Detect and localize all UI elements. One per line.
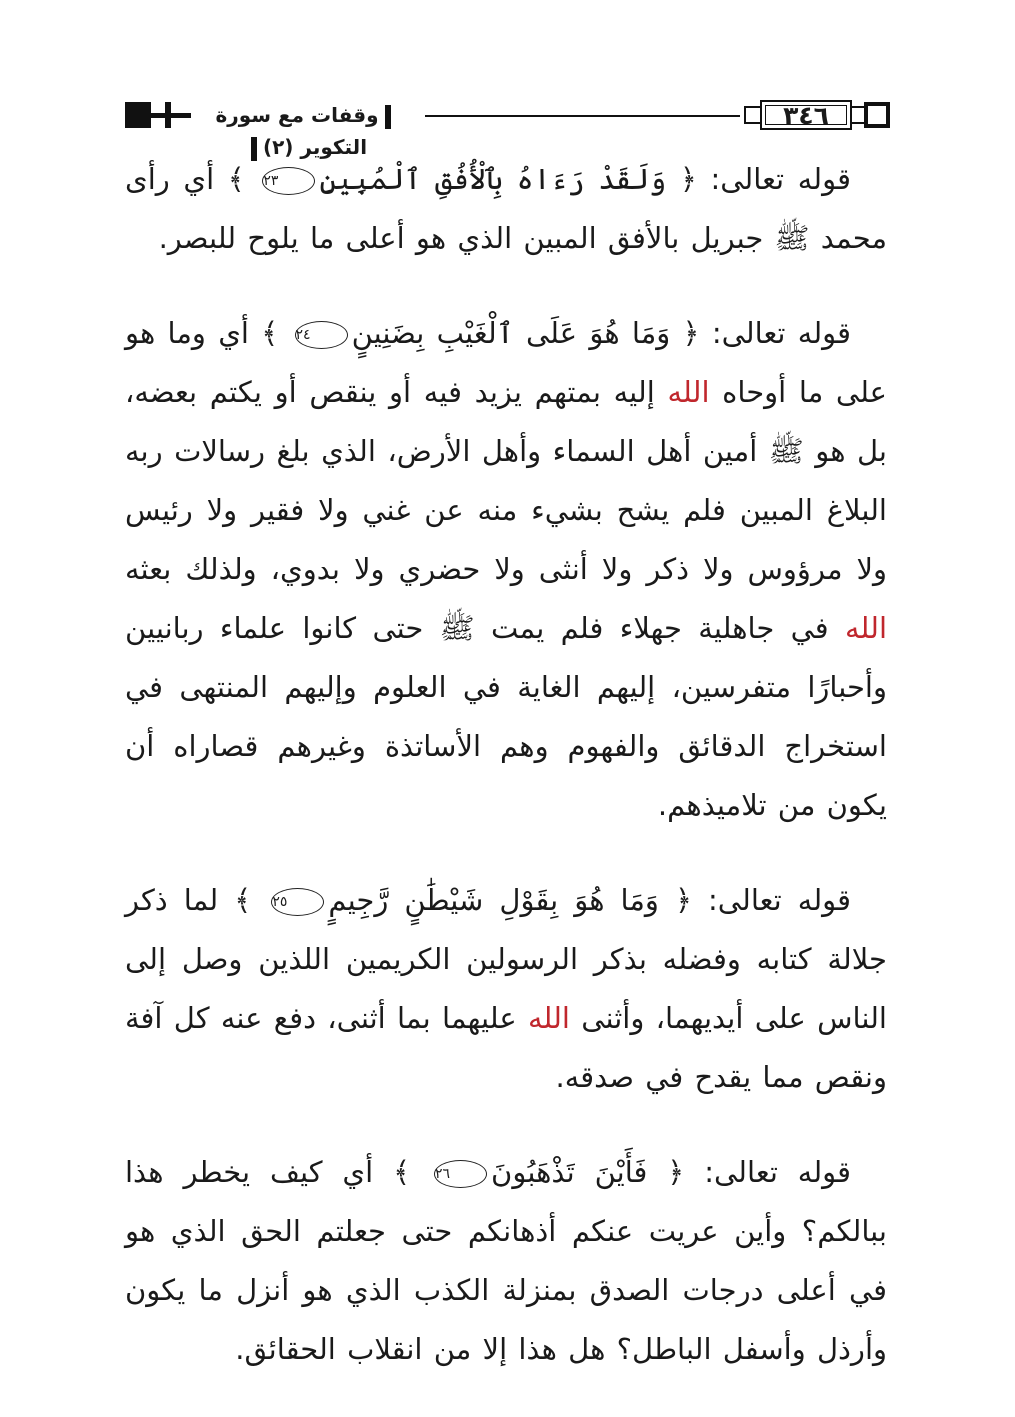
page-body (125, 150, 887, 1379)
para-intro: قوله تعالى: (691, 883, 851, 917)
ayah-number: ٢٥ (271, 888, 324, 916)
para-text: في جاهلية جهلاء فلم يمت ﷺ حتى كانوا علماء ربانيين وأحبارًا متفرسين، إليهم الغاية في العلوم وإليهم المنتهى في استخراج الدقائق والفهوم وهم الأساتذة وغيرهم قصاراه أن يكون من تلاميذهم. (125, 611, 887, 822)
divine-name: الله (844, 611, 887, 645)
ayah-number: ٢٤ (295, 321, 348, 349)
paragraph-2 (125, 304, 887, 835)
quran-verse: ﴿ فَأَيْنَ تَذْهَبُونَ (491, 1155, 685, 1189)
header-ornament-bar (165, 102, 171, 128)
page-number-frame (740, 96, 872, 134)
header-rule-middle (425, 115, 740, 117)
paragraph-3 (125, 871, 887, 1107)
quran-verse: ﴿ وَمَا هُوَ عَلَى ٱلْغَيْبِ بِضَنِينٍ (351, 316, 700, 350)
verse-close-bracket: ﴾ (393, 1155, 430, 1189)
para-intro: قوله تعالى: (684, 1155, 852, 1189)
quran-verse: ﴿ وَمَا هُوَ بِقَوْلِ شَيْطَٰنٍ رَّجِيمٍ (328, 883, 692, 917)
header-ornament-block (125, 102, 151, 128)
paragraph-4 (125, 1143, 887, 1379)
divine-name: الله (527, 1001, 570, 1035)
divine-name: الله (667, 375, 710, 409)
ayah-number: ٢٦ (434, 1160, 487, 1188)
para-text: أي كيف يخطر هذا ببالكم؟ وأين عريت عنكم أذهانكم حتى جعلتم الحق الذي هو في أعلى درجات الصدق بمنزلة الكذب الذي هو أنزل ما يكون وأرذل وأسفل الباطل؟ هل هذا إلا من انقلاب الحقائق. (125, 1155, 887, 1366)
page-number-box (760, 100, 852, 130)
quran-verse: ﴿ وَلَقَدْ رَءَاهُ بِٱلْأُفُقِ ٱلْمُبِينِ (319, 162, 697, 196)
page-header (125, 96, 890, 159)
header-square-ornament (864, 102, 890, 128)
verse-close-bracket: ﴾ (227, 162, 259, 196)
para-text: إليه بمتهم يزيد فيه أو ينقص أو يكتم بعضه، بل هو ﷺ أمين أهل السماء وأهل الأرض، الذي بلغ رسالات ربه البلاغ المبين فلم يشح بشيء منه عن غني ولا فقير ولا رئيس ولا مرؤوس ولا ذكر ولا أنثى ولا حضري ولا بدوي، ولذلك بعثه (125, 375, 887, 586)
title-bar-right (385, 105, 391, 129)
para-text: أي وما هو على ما أوحاه (125, 316, 887, 409)
page-number: ٣٤٦ (783, 100, 829, 130)
para-text: لما ذكر جلالة كتابه وفضله بذكر الرسولين الكريمين اللذين وصل إلى الناس على أيديهما، وأثنى (125, 883, 887, 1035)
ayah-number: ٢٣ (262, 167, 315, 195)
para-text: أي رأى محمد ﷺ جبريل بالأفق المبين الذي هو أعلى ما يلوح للبصر. (125, 162, 887, 255)
para-intro: قوله تعالى: (699, 316, 852, 350)
paragraph-1 (125, 150, 887, 268)
verse-close-bracket: ﴾ (261, 316, 291, 350)
para-text: عليهما بما أثنى، دفع عنه كل آفة ونقص مما يقدح في صدقه. (125, 1001, 887, 1094)
verse-close-bracket: ﴾ (234, 883, 268, 917)
chapter-title-text: وقفات مع سورة التكوير (٢) (215, 103, 379, 159)
para-intro: قوله تعالى: (696, 162, 851, 196)
